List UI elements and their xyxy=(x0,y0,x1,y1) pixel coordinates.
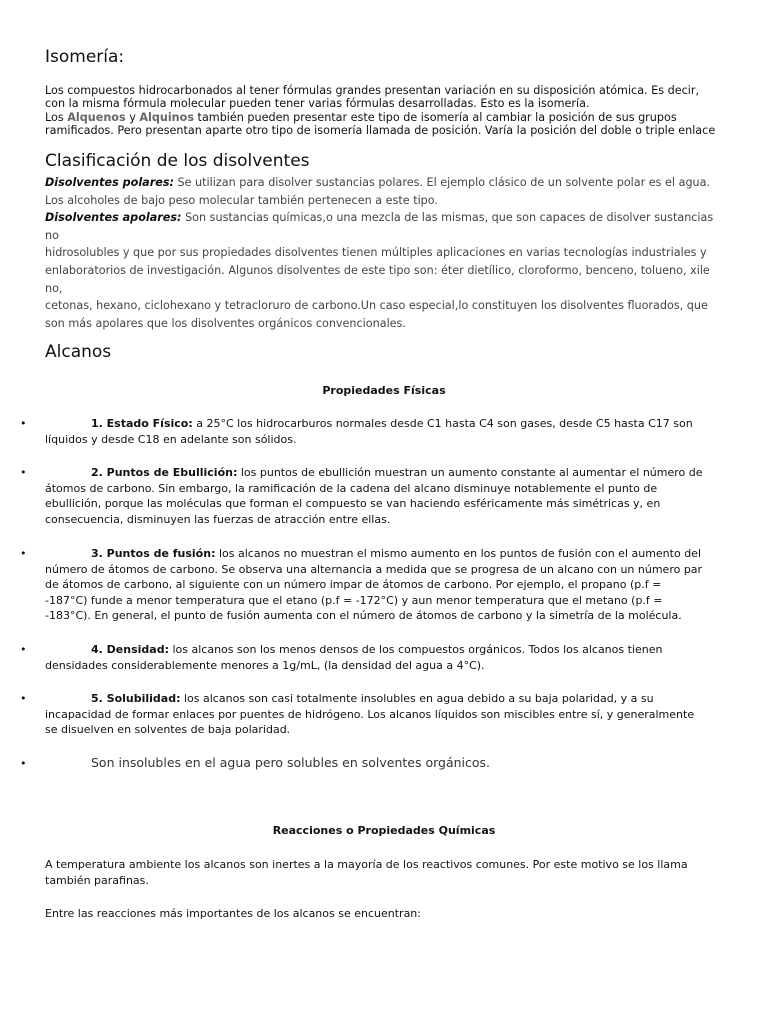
polares-text: Se utilizan para disolver sustancias polares. El ejemplo clásico de un solvente polar es el agua. xyxy=(173,176,711,189)
list-item-line: número de átomos de carbono. Se observa una alternancia a medida que se progresa de un alcano con un número par xyxy=(45,562,703,576)
isomeria-line xyxy=(45,111,745,124)
item-label: 1. Estado Físico: xyxy=(91,417,193,430)
bullet-icon: • xyxy=(20,417,27,430)
isomeria-text: también pueden presentar este tipo de isomería al cambiar la posición de sus grupos xyxy=(194,110,677,124)
list-item-line: incapacidad de formar enlaces por puentes de hidrógeno. Los alcanos líquidos son miscibles entre sí, y generalmente xyxy=(45,707,695,721)
disolventes-line xyxy=(45,209,735,227)
list-item-line: consecuencia, disminuyen las fuerzas de atracción entre ellas. xyxy=(45,512,391,526)
apolares-text: Son sustancias químicas,o una mezcla de las mismas, que son capaces de disolver sustancias xyxy=(181,211,714,225)
reacciones-line: también parafinas. xyxy=(45,873,149,887)
insolubles-note: Son insolubles en el agua pero solubles en solventes orgánicos. xyxy=(91,755,491,770)
reacciones-title: Reacciones o Propiedades Químicas xyxy=(272,824,496,837)
list-item-line xyxy=(45,546,720,562)
list-item xyxy=(45,416,720,447)
item-label: 3. Puntos de fusión: xyxy=(91,547,216,560)
disolventes-heading: Clasificación de los disolventes xyxy=(45,151,310,171)
alquenos-link[interactable]: Alquenos xyxy=(67,110,126,124)
isomeria-text: y xyxy=(125,110,140,124)
reacciones-paragraph xyxy=(45,857,725,888)
disolventes-line: Los alcoholes de bajo peso molecular también pertenecen a este tipo. xyxy=(45,193,438,207)
list-item-line xyxy=(45,691,720,707)
disolventes-line: hidrosolubles y que por sus propiedades disolventes tienen múltiples aplicaciones en varias tecnologías industriales y xyxy=(45,246,707,260)
item-label: 5. Solubilidad: xyxy=(91,692,181,705)
list-item-line xyxy=(45,416,720,432)
item-text: los alcanos son los menos densos de los compuestos orgánicos. Todos los alcanos tienen xyxy=(168,643,663,656)
polares-label: Disolventes polares: xyxy=(45,176,174,189)
bullet-icon: • xyxy=(20,692,27,705)
bullet-icon: • xyxy=(20,547,27,560)
disolventes-line: no xyxy=(45,228,59,242)
bullet-icon: • xyxy=(20,643,27,656)
item-text: los alcanos no muestran el mismo aumento en los puntos de fusión con el aumento del xyxy=(215,547,701,560)
list-item-line xyxy=(45,465,720,481)
list-item xyxy=(45,546,720,624)
isomeria-line: Los compuestos hidrocarbonados al tener fórmulas grandes presentan variación en su disposición atómica. Es decir, xyxy=(45,84,700,97)
list-item-line: -183°C). En general, el punto de fusión aumenta con el número de átomos de carbono y la simetría de la molécula. xyxy=(45,609,682,623)
list-item-line: de átomos de carbono, al siguiente con un número impar de átomos de carbono. Por ejemplo, el propano (p.f = xyxy=(45,578,662,592)
list-item-line: -187°C) funde a menor temperatura que el etano (p.f = -172°C) y aun menor temperatura que el metano (p.f = xyxy=(45,593,663,607)
list-item-line: se disuelven en solventes de baja polaridad. xyxy=(45,723,291,737)
bullet-icon: • xyxy=(20,466,27,479)
isomeria-heading: Isomería: xyxy=(45,47,125,67)
item-text: a 25°C los hidrocarburos normales desde C1 hasta C4 son gases, desde C5 hasta C17 son xyxy=(192,417,693,430)
disolventes-line: cetonas, hexano, ciclohexano y tetracloruro de carbono.Un caso especial,lo constituyen los disolventes fluorados, que xyxy=(45,299,708,313)
isomeria-text: Los xyxy=(45,110,68,124)
alquinos-link[interactable]: Alquinos xyxy=(139,110,194,124)
propiedades-fisicas-title: Propiedades Físicas xyxy=(322,384,446,397)
list-item-line: ebullición, porque las moléculas que forman el compuesto se van haciendo esféricamente más simétricas y, en xyxy=(45,497,661,511)
bullet-icon: • xyxy=(20,757,27,770)
item-text: los puntos de ebullición muestran un aumento constante al aumentar el número de xyxy=(237,466,703,479)
disolventes-line xyxy=(45,174,735,192)
isomeria-line: ramificados. Pero presentan aparte otro tipo de isomería llamada de posición. Varía la posición del doble o triple enlace xyxy=(45,124,716,138)
item-label: 2. Puntos de Ebullición: xyxy=(91,466,238,479)
disolventes-paragraph xyxy=(45,174,735,332)
list-item xyxy=(45,642,720,673)
list-item-line xyxy=(45,642,720,658)
apolares-label: Disolventes apolares: xyxy=(45,211,182,225)
list-item xyxy=(45,465,720,527)
reacciones-intro: Entre las reacciones más importantes de los alcanos se encuentran: xyxy=(45,907,421,920)
disolventes-line: son más apolares que los disolventes orgánicos convencionales. xyxy=(45,316,406,330)
disolventes-line: enlaboratorios de investigación. Algunos disolventes de este tipo son: éter dietílico, cloroformo, benceno, tolueno, xile xyxy=(45,263,710,277)
list-item xyxy=(45,691,720,738)
item-text: los alcanos son casi totalmente insolubles en agua debido a su baja polaridad, y a su xyxy=(180,692,654,705)
disolventes-line: no, xyxy=(45,281,63,295)
isomeria-line: con la misma fórmula molecular pueden tener varias fórmulas desarrolladas. Esto es la isomería. xyxy=(45,97,590,111)
list-item-line: átomos de carbono. Sin embargo, la ramificación de la cadena del alcano disminuye notablemente el punto de xyxy=(45,481,658,495)
isomeria-paragraph xyxy=(45,84,745,138)
list-item-line: densidades considerablemente menores a 1g/mL, (la densidad del agua a 4°C). xyxy=(45,658,485,672)
alcanos-heading: Alcanos xyxy=(45,342,112,362)
list-item-line: líquidos y desde C18 en adelante son sólidos. xyxy=(45,432,297,446)
item-label: 4. Densidad: xyxy=(91,643,169,656)
reacciones-line: A temperatura ambiente los alcanos son inertes a la mayoría de los reactivos comunes. Por este motivo se los llama xyxy=(45,858,688,871)
